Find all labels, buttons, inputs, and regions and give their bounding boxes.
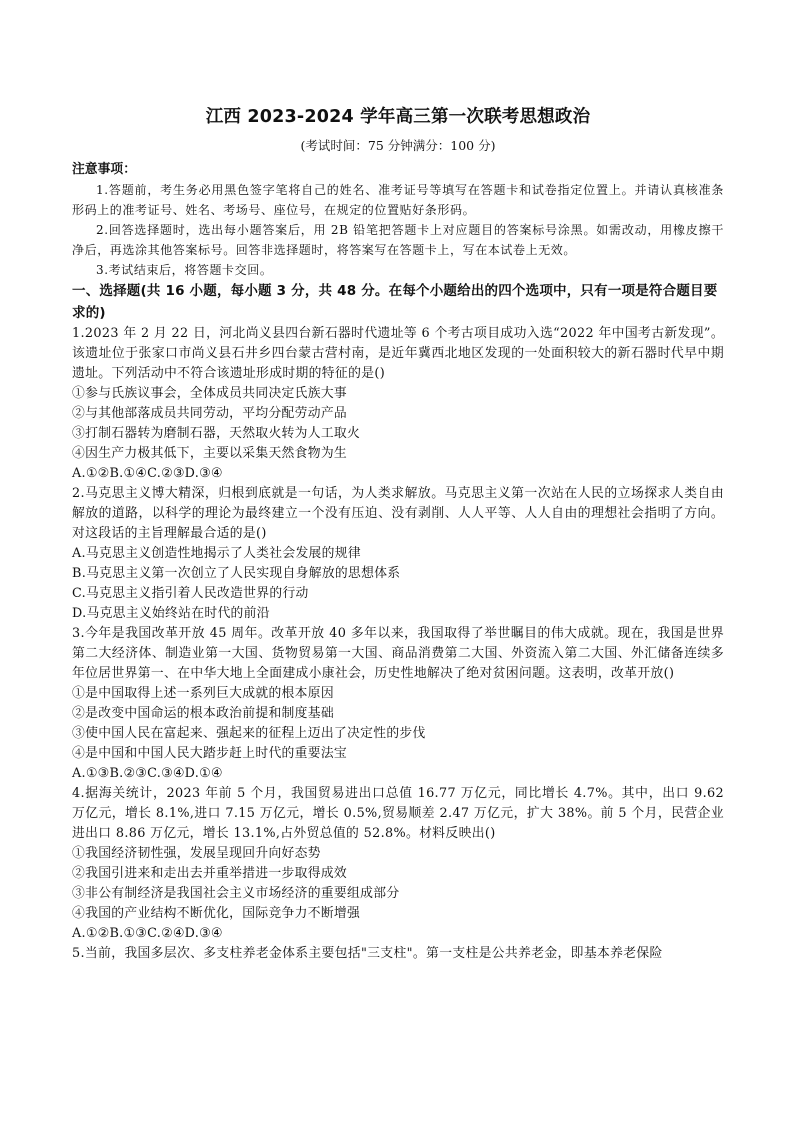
question-option: ④我国的产业结构不断优化，国际竞争力不断增强 [72,906,361,921]
notice-item: 3.考试结束后，将答题卡交回。 [96,263,273,277]
question-option: ②我国引进来和走出去并重举措进一步取得成效 [72,866,348,881]
question-option: B.马克思主义第一次创立了人民实现自身解放的思想体系 [72,566,401,581]
question-stem: 5.当前，我国多层次、多支柱养老金体系主要包括"三支柱"。第一支柱是公共养老金，即基本养老保险 [72,946,663,961]
question-4 [72,784,724,944]
notice-item: 1.答题前，考生务必用黑色签字笔将自己的姓名、准考证号等填写在答题卡和试卷指定位置上。并请认真核准条形码上的准考证号、姓名、考场号、座位号，在规定的位置贴好条形码。 [72,183,724,217]
question-option: ③使中国人民在富起来、强起来的征程上迈出了决定性的步伐 [72,726,426,741]
question-stem: 2.马克思主义博大精深，归根到底就是一句话，为人类求解放。马克思主义第一次站在人民的立场探求人类自由解放的道路，以科学的理论为最终建立一个没有压迫、没有剥削、人人平等、人人自由的理想社会指明了方向。对这段话的主旨理解最合适的是() [72,486,724,541]
exam-page [72,100,724,964]
notice-item: 2.回答选择题时，选出每小题答案后，用 2B 铅笔把答题卡上对应题目的答案标号涂黑。如需改动，用橡皮擦干净后，再选涂其他答案标号。回答非选择题时，将答案写在答题卡上，写在本试卷上无效。 [72,223,724,257]
question-option: A.马克思主义创造性地揭示了人类社会发展的规律 [72,546,361,561]
question-option: ①是中国取得上述一系列巨大成就的根本原因 [72,686,334,701]
notice-heading: 注意事项： [72,162,136,177]
question-stem: 1.2023 年 2 月 22 日，河北尚义县四台新石器时代遗址等 6 个考古项目成功入选“2022 年中国考古新发现”。该遗址位于张家口市尚义县石井乡四台蒙古营村南，是近年冀西北地区发现的一处面积较大的新石器时代早中期遗址。下列活动中不符合该遗址形成时期的特征的是() [72,326,724,381]
question-stem: 3.今年是我国改革开放 45 周年。改革开放 40 多年以来，我国取得了举世瞩目的伟大成就。现在，我国是世界第二大经济体、制造业第一大国、货物贸易第一大国、商品消费第二大国、外资流入第二大国、外汇储备连续多年位居世界第一、在中华大地上全面建成小康社会，历史性地解决了绝对贫困问题。这表明，改革开放() [72,626,724,681]
question-option: C.马克思主义指引着人民改造世界的行动 [72,586,309,601]
question-stem: 4.据海关统计，2023 年前 5 个月，我国贸易进出口总值 16.77 万亿元，同比增长 4.7%。其中，出口 9.62 万亿元，增长 8.1%,进口 7.15 万亿元，增长 0.5%,贸易顺差 2.47 万亿元，扩大 38%。前 5 个月，民营企业进出口 8.86 万亿元，增长 13.1%,占外贸总值的 52.8%。材料反映出() [72,786,724,841]
question-option: ④是中国和中国人民大踏步赶上时代的重要法宝 [72,746,348,761]
notice-block [72,160,724,280]
question-option: ②是改变中国命运的根本政治前提和制度基础 [72,706,334,721]
question-option: ③非公有制经济是我国社会主义市场经济的重要组成部分 [72,886,400,901]
exam-subtitle: (考试时间：75 分钟满分：100 分) [300,138,496,153]
question-1 [72,324,724,484]
answer-choices: A.①②B.①③C.②④D.③④ [72,926,223,941]
section-heading: 一、选择题(共 16 小题，每小题 3 分，共 48 分。在每个小题给出的四个选项中，只有一项是符合题目要求的) [72,283,718,321]
question-option: ③打制石器转为磨制石器，天然取火转为人工取火 [72,426,361,441]
answer-choices: A.①③B.②③C.③④D.①④ [72,766,223,781]
exam-title: 江西 2023-2024 学年高三第一次联考思想政治 [205,107,591,127]
question-2 [72,484,724,624]
question-option: ①参与氏族议事会，全体成员共同决定氏族大事 [72,386,348,401]
question-option: ②与其他部落成员共同劳动，平均分配劳动产品 [72,406,348,421]
question-option: ④因生产力极其低下，主要以采集天然食物为生 [72,446,348,461]
question-option: D.马克思主义始终站在时代的前沿 [72,606,270,621]
answer-choices: A.①②B.①④C.②③D.③④ [72,466,223,481]
question-3 [72,624,724,784]
question-5 [72,944,724,964]
question-option: ①我国经济韧性强，发展呈现回升向好态势 [72,846,321,861]
